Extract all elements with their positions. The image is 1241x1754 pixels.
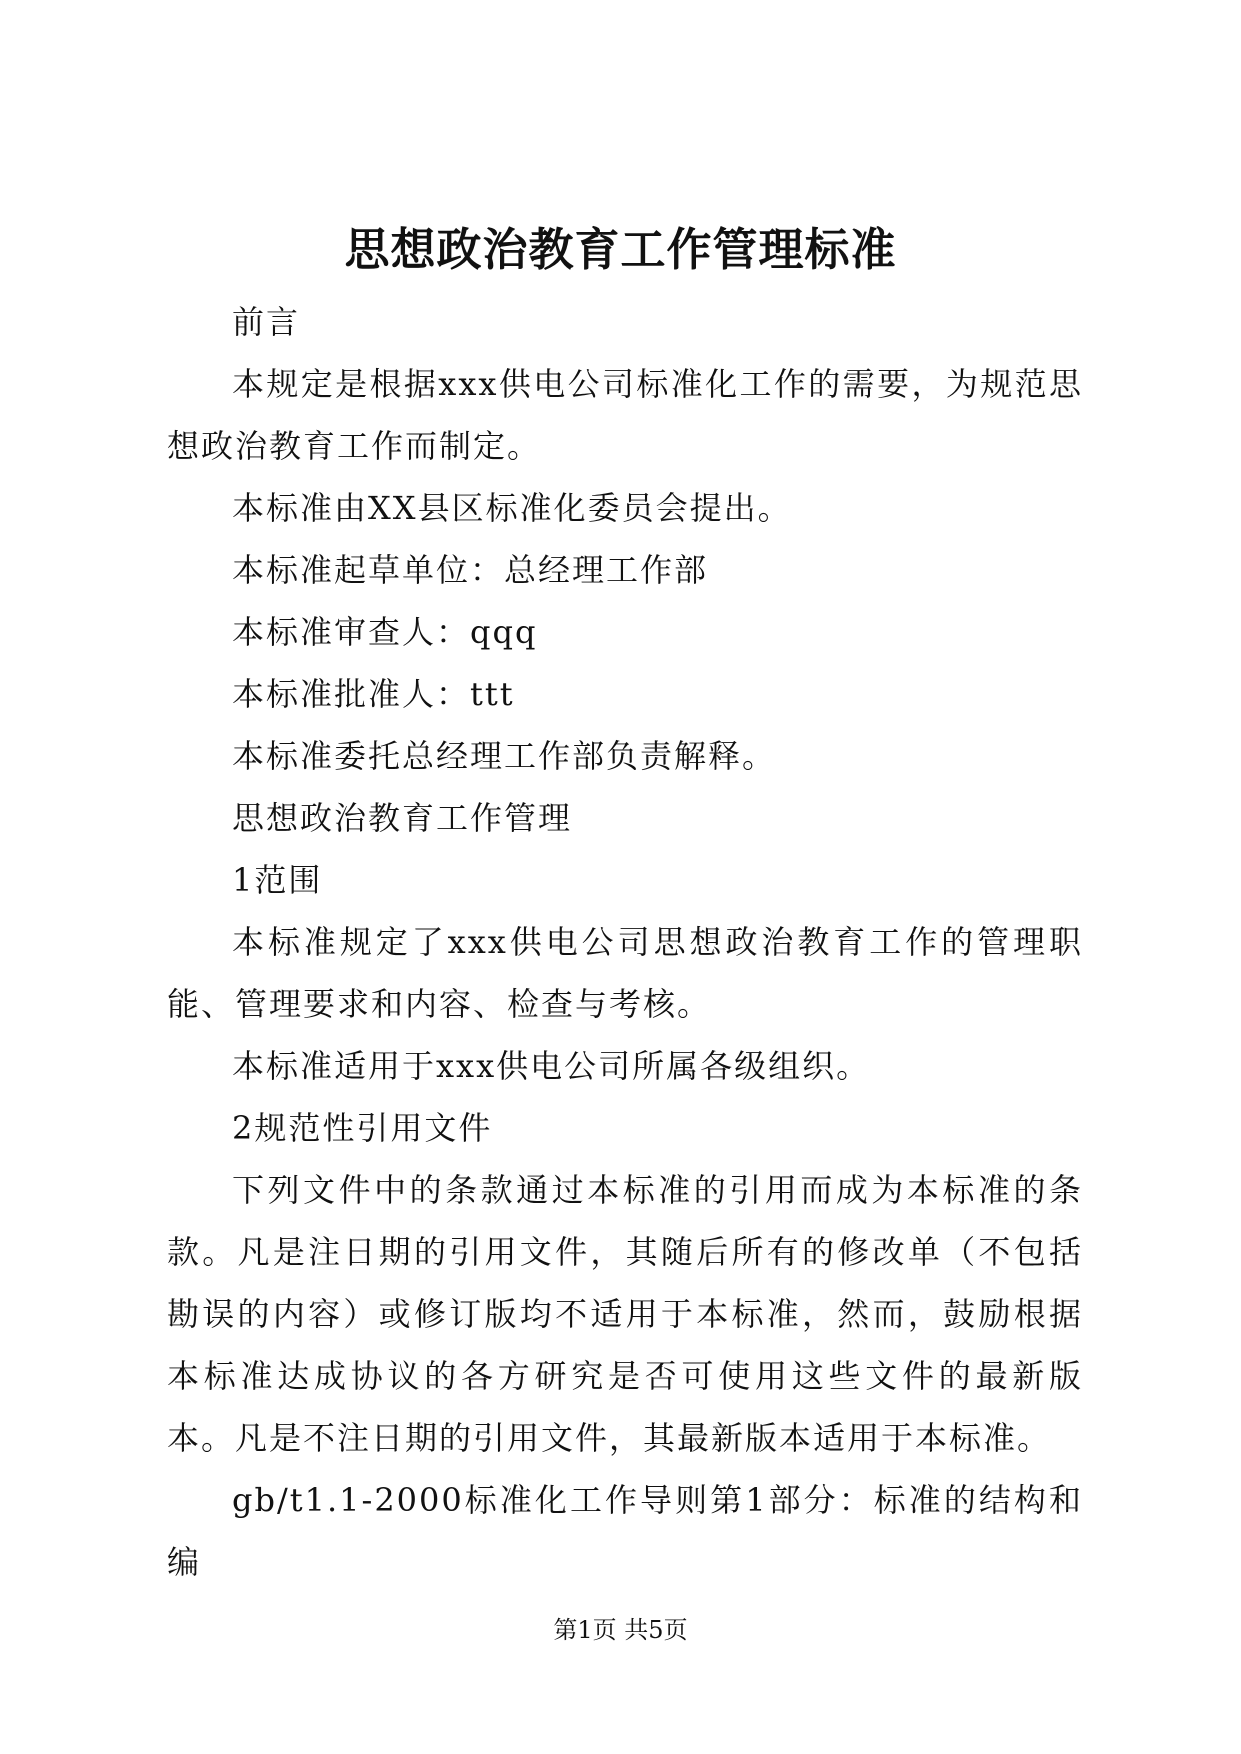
paragraph-scope-definition: 本标准规定了xxx供电公司思想政治教育工作的管理职能、管理要求和内容、检查与考核。	[167, 923, 1083, 1023]
paragraph-interpretation: 本标准委托总经理工作部负责解释。	[232, 737, 777, 775]
paragraph-preface: 前言	[232, 303, 301, 341]
page-title: 思想政治教育工作管理标准	[344, 223, 897, 276]
paragraph-scope-applicability: 本标准适用于xxx供电公司所属各级组织。	[232, 1047, 871, 1085]
section-heading-references: 2规范性引用文件	[232, 1109, 493, 1147]
paragraph-reference-standard: gb/t1.1-2000标准化工作导则第1部分：标准的结构和编	[167, 1481, 1083, 1581]
paragraph-purpose: 本规定是根据xxx供电公司标准化工作的需要，为规范思想政治教育工作而制定。	[167, 365, 1083, 465]
paragraph-references-body: 下列文件中的条款通过本标准的引用而成为本标准的条款。凡是注日期的引用文件，其随后所有的修改单（不包括勘误的内容）或修订版均不适用于本标准，然而，鼓励根据本标准达成协议的各方研究是否可使用这些文件的最新版本。凡是不注日期的引用文件，其最新版本适用于本标准。	[167, 1171, 1083, 1457]
section-heading-scope: 1范围	[232, 861, 323, 899]
paragraph-proposer: 本标准由XX县区标准化委员会提出。	[232, 489, 792, 527]
page-number: 第1页 共5页	[553, 1616, 688, 1644]
paragraph-reviewer: 本标准审查人：qqq	[232, 613, 538, 651]
document-body	[167, 291, 1083, 1593]
paragraph-approver: 本标准批准人：ttt	[232, 675, 515, 713]
section-heading-management: 思想政治教育工作管理	[232, 799, 573, 837]
paragraph-drafter: 本标准起草单位：总经理工作部	[232, 551, 709, 589]
